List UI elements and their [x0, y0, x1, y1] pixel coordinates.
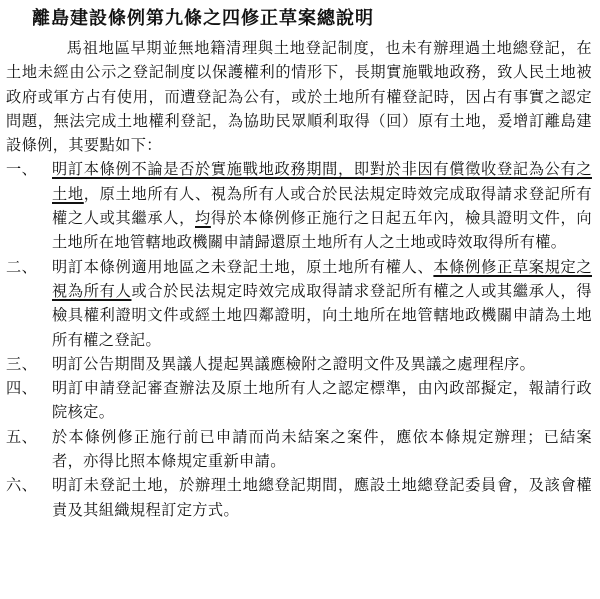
item-text — [52, 376, 592, 425]
text-segment: 得於本條例修正施行之日起五年內，檢具證明文件，向土地所在地管轄地政機關申請歸還原土地所有人之土地或時效取得所有權。 — [52, 209, 592, 252]
text-segment: 明訂申請登記審查辦法及原土地所有人之認定標準，由內政部擬定，報請行政院核定。 — [52, 379, 592, 422]
item-text — [52, 255, 592, 352]
text-segment: 或合於民法規定時效完成取得請求登記所有權之人或其繼承人，得檢具權利證明文件或經土地四鄰證明，向土地所在地管轄地政機關申請為土地所有權之登記。 — [52, 281, 593, 349]
key-points-list — [6, 157, 592, 521]
text-segment: 於本條例修正施行前已申請而尚未結案之案件，應依本條規定辦理；已結案者，亦得比照本條規定重新申請。 — [52, 427, 592, 471]
item-text — [52, 473, 592, 522]
text-segment: 明訂公告期間及異議人提起異議應檢附之證明文件及異議之處理程序。 — [52, 354, 536, 373]
item-number: 四、 — [6, 379, 38, 398]
key-point-2 — [6, 255, 592, 352]
underlined-text: 本條例修正草案規定之視為所有人 — [52, 257, 592, 300]
item-text — [52, 425, 592, 474]
key-point-4 — [6, 376, 592, 425]
underlined-text: 均 — [195, 209, 211, 228]
item-text — [52, 352, 592, 376]
text-segment: 明訂未登記土地，於辦理土地總登記期間，應設土地總登記委員會，及該會權責及其組織規程訂定方式。 — [52, 476, 592, 519]
key-point-6 — [6, 473, 592, 522]
text-segment: ，原土地所有人、視為所有人或合於民法規定時效完成取得請求登記所有權之人或其繼承人， — [52, 184, 592, 228]
text-segment: 明訂本條例適用地區之未登記土地，原土地所有權人、 — [52, 257, 434, 276]
item-number: 三、 — [6, 354, 38, 373]
intro-paragraph: 馬祖地區早期並無地籍清理與土地登記制度，也未有辦理過土地總登記，在土地未經由公示之登記制度以保護權利的情形下，長期實施戰地政務，致人民土地被政府或軍方占有使用，而遭登記為公有，或於土地所有權登記時，因占有事實之認定問題，無法完成土地權利登記，為協助民眾順利取得（回）原有土地，爰增訂離島建設條例，其要點如下： — [6, 39, 592, 155]
item-number: 二、 — [6, 257, 38, 276]
document-title: 離島建設條例第九條之四修正草案總說明 — [32, 8, 374, 29]
item-number: 五、 — [6, 427, 38, 446]
item-text — [52, 157, 592, 254]
item-number: 一、 — [6, 160, 38, 179]
item-number: 六、 — [6, 476, 38, 495]
underlined-text: 明訂本條例不論是否於實施戰地政務期間，即對於非因有償徵收登記為公有之土地 — [52, 160, 592, 203]
key-point-1 — [6, 157, 592, 254]
key-point-5 — [6, 425, 592, 474]
key-point-3 — [6, 352, 592, 376]
